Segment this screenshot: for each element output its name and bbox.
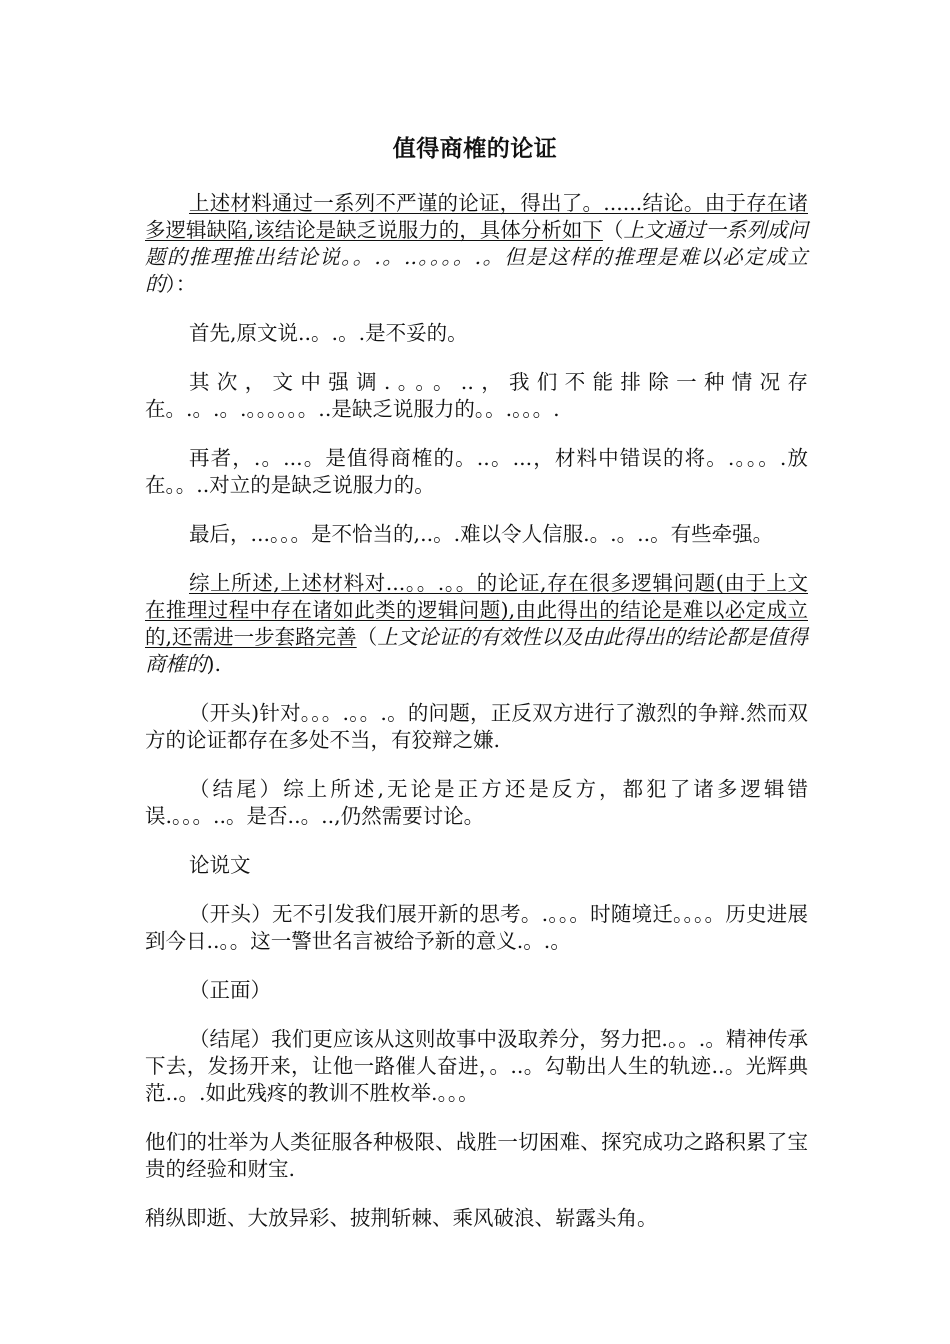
paragraph-debate-opening: （开头)针对。。。.。。.。的问题，正反双方进行了激烈的争辩.然而双方的论证都存在多处不当，有狡辩之嫌. [145,701,808,752]
paragraph-idioms: 稍纵即逝、大放异彩、披荆斩棘、乘风破浪、崭露头角。 [145,1206,658,1230]
paragraph-essay-ending: （结尾）我们更应该从这则故事中汲取养分，努力把.。。.。精神传承下去，发扬开来，让他一路催人奋进，。..。勾勒出人生的轨迹..。光辉典范..。.如此残疼的教训不胜枚举.。。。 [145,1027,808,1105]
paragraph-essay-body: （正面） [189,978,271,1002]
paragraph-third: 再者，.。...。是值得商榷的。..。...，材料中错误的将。.。。。.放在。。..对立的是缺乏说服力的。 [145,446,808,497]
underlined-text: 上述材料通过一系列不严谨的论证，得出了。......结论。由于存在诸多逻辑缺陷,该结论是缺乏说服力的，具体分析如下 [145,191,808,242]
paragraph-debate-ending: （结尾）综上所述,无论是正方还是反方，都犯了诸多逻辑错误.。。。..。是否..。..,仍然需要讨论。 [145,777,808,828]
paragraph-tail: ). [206,652,222,676]
paragraph-example-sentence: 他们的壮举为人类征服各种极限、战胜一切困难、探究成功之路积累了宝贵的经验和财宝. [145,1130,808,1181]
paragraph-intro [145,190,808,298]
italic-note: 上文论证的有效性以及由此得出的结论都是值得商榷的 [145,625,808,676]
paragraph-last-point: 最后，...。。。是不恰当的,..。.难以令人信服.。.。..。有些牵强。 [189,522,774,546]
paragraph-second: 其次，文中强调.。。。..，我们不能排除一种情况存在。.。.。.。。。。。。..是缺乏说服力的。。.。。。. [145,370,808,421]
document-body [145,190,808,1254]
document-title: 值得商榷的论证 [392,136,558,162]
paragraph-tail: ）： [165,272,197,296]
open-paren: （ [602,218,624,242]
section-heading-essay: 论说文 [189,853,251,877]
open-paren: （ [356,625,378,649]
paragraph-first: 首先,原文说..。.。.是不妥的。 [189,321,468,345]
paragraph-summary [145,570,808,678]
paragraph-essay-opening: （开头）无不引发我们展开新的思考。.。。。时随境迁。。。。历史进展到今日..。。这一警世名言被给予新的意义.。.。 [145,902,808,953]
underlined-text: 综上所述,上述材料对...。。.。。的论证,存在很多逻辑问题(由于上文在推理过程中存在诸如此类的逻辑问题),由此得出的结论是难以必定成立的,还需进一步套路完善 [145,571,808,649]
italic-note: 上文通过一系列成问题的推理推出结论说。。.。..。。。。.。但是这样的推理是难以必定成立的 [145,218,809,296]
